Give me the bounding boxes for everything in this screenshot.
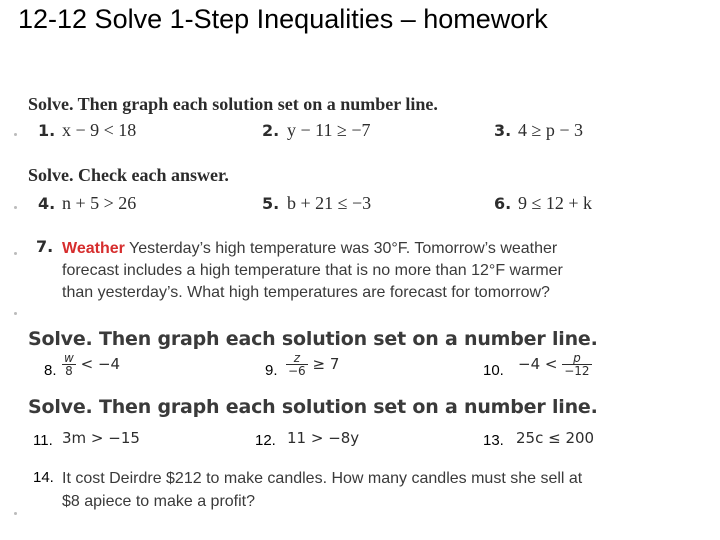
bullet-dot bbox=[14, 206, 17, 209]
problem-13-number: 13. bbox=[483, 432, 504, 449]
problem-14-text bbox=[62, 467, 662, 513]
problem-10-fraction: $\frac{p}{-12}$ bbox=[564, 351, 590, 378]
problem-4-number: 4. bbox=[38, 194, 56, 213]
problem-13-expression: 25c ≤ 200 bbox=[516, 429, 595, 447]
problem-1-expression: x − 9 < 18 bbox=[62, 120, 137, 140]
problem-9-expression: $\frac{z}{-6}$ ≥ 7 bbox=[288, 351, 340, 378]
problem-9-number: 9. bbox=[265, 362, 278, 379]
problem-4-expression: n + 5 > 26 bbox=[62, 193, 137, 213]
problem-3-expression: 4 ≥ p − 3 bbox=[518, 120, 584, 140]
problem-7-line-3: than yesterday’s. What high temperatures are forecast for tomorrow? bbox=[62, 284, 550, 301]
problem-8-number: 8. bbox=[44, 362, 57, 379]
problem-2-number: 2. bbox=[262, 121, 280, 140]
problem-7-number: 7. bbox=[36, 237, 54, 256]
problem-6-expression: 9 ≤ 12 + k bbox=[518, 193, 593, 213]
problem-5-expression: b + 21 ≤ −3 bbox=[287, 193, 372, 213]
problem-2-expression: y − 11 ≥ −7 bbox=[287, 120, 371, 140]
problem-11-expression: 3m > −15 bbox=[62, 429, 140, 447]
problem-3-number: 3. bbox=[494, 121, 512, 140]
problem-7-text bbox=[62, 238, 662, 304]
problem-11-number: 11. bbox=[33, 432, 53, 449]
page-title: 12-12 Solve 1-Step Inequalities – homework bbox=[18, 4, 548, 34]
problem-8-fraction: $\frac{w}{8}$ bbox=[64, 351, 74, 378]
problem-7-label: Weather bbox=[62, 240, 125, 257]
problem-10-expression: −4 < $\frac{p}{-12}$ bbox=[518, 351, 590, 378]
problem-12-expression: 11 > −8y bbox=[287, 429, 360, 447]
bullet-dot bbox=[14, 512, 17, 515]
problem-14-line-1: It cost Deirdre $212 to make candles. How many candles must she sell at bbox=[62, 470, 583, 487]
bullet-dot bbox=[14, 252, 17, 255]
problem-14-number: 14. bbox=[33, 469, 54, 486]
problem-12-number: 12. bbox=[255, 432, 276, 449]
bullet-dot bbox=[14, 133, 17, 136]
problem-8-expression: $\frac{w}{8}$ < −4 bbox=[64, 351, 121, 378]
problem-7-line-1: Yesterday’s high temperature was 30°F. Tomorrow’s weather bbox=[129, 240, 558, 257]
section-heading-check: Solve. Check each answer. bbox=[28, 165, 229, 185]
problem-10-number: 10. bbox=[483, 362, 504, 379]
problem-6-number: 6. bbox=[494, 194, 512, 213]
problem-1-number: 1. bbox=[38, 121, 56, 140]
section-heading-graph-1: Solve. Then graph each solution set on a number line. bbox=[28, 94, 438, 114]
section-heading-graph-2: Solve. Then graph each solution set on a number line. bbox=[28, 328, 598, 350]
problem-9-fraction: $\frac{z}{-6}$ bbox=[288, 351, 306, 378]
bullet-dot bbox=[14, 312, 17, 315]
problem-14-line-2: $8 apiece to make a profit? bbox=[62, 493, 256, 510]
problem-5-number: 5. bbox=[262, 194, 280, 213]
section-heading-graph-3: Solve. Then graph each solution set on a number line. bbox=[28, 396, 598, 418]
problem-7-line-2: forecast includes a high temperature that is no more than 12°F warmer bbox=[62, 262, 563, 279]
